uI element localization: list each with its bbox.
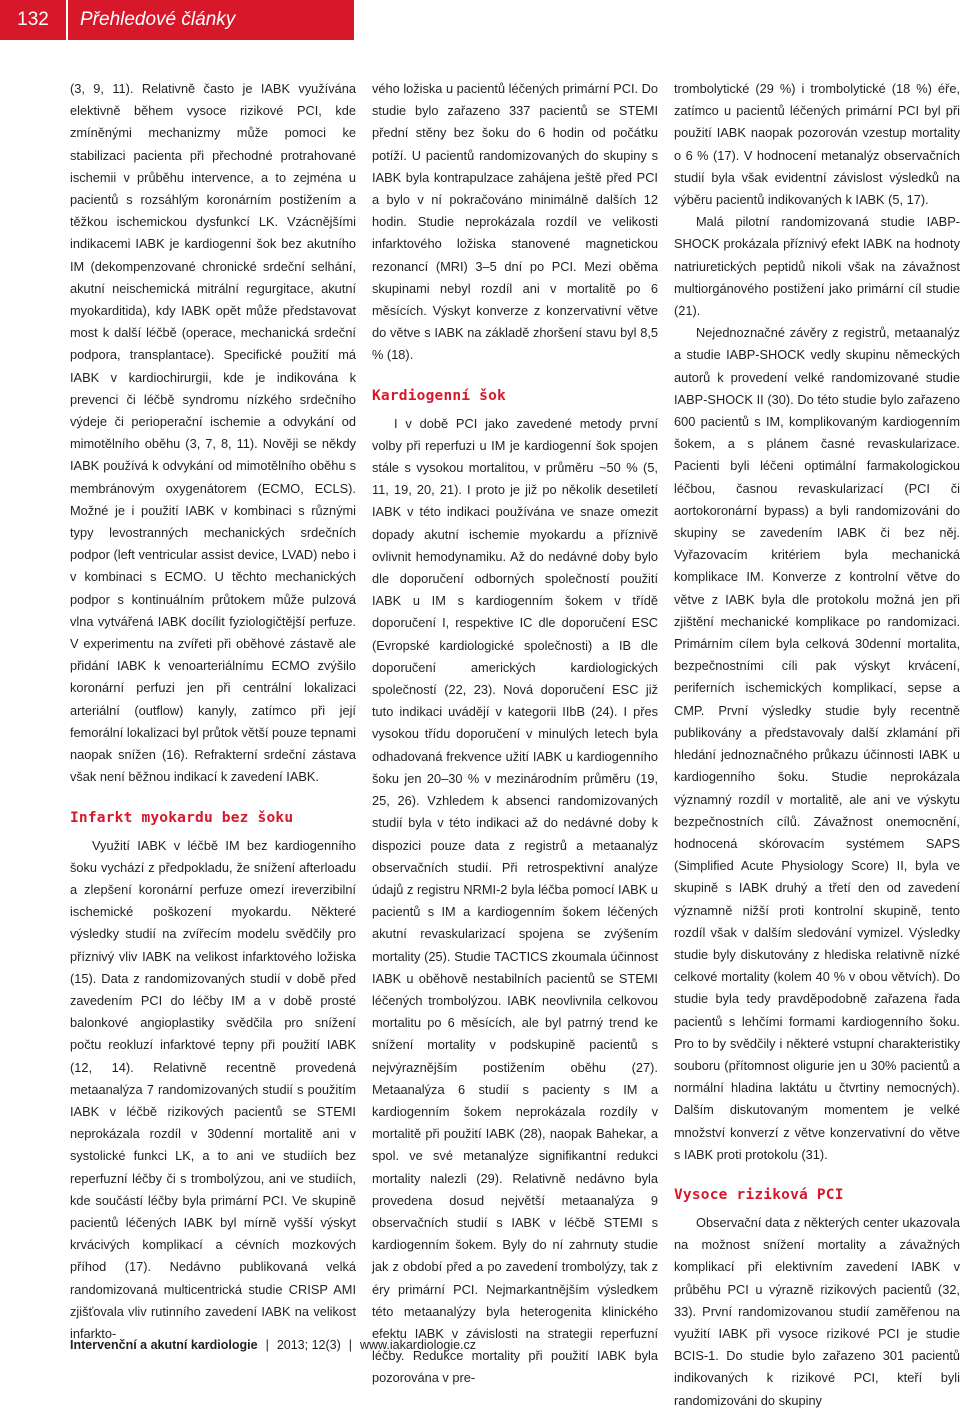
paragraph: vého ložiska u pacientů léčených primární PCI. Do studie bylo zařazeno 337 pacientů se STEMI přední stěny bez šoku do 6 hodin od počátku potíží. U pacientů randomizovaných do skupiny s IABK byla kontrapulzace zahájena ještě před PCI a bylo v ní pokračováno minimálně dalších 12 hodin. Studie neprokázala rozdíl ve velikosti infarktového ložiska stanovené magnetickou rezonancí (MRI) 3–5 dní po PCI. Mezi oběma skupinami nebyl rozdíl ani v mortalitě po 6 měsících. Výskyt konverze z konzervativní větve do větve s IABK na základě zhoršení stavu byl 8,5 % (18). [372,81,658,363]
journal-issue: 2013; 12(3) [276,1338,341,1352]
page-number: 132 [17,9,49,30]
section-title: Přehledové články [80,9,236,30]
journal-website: www.iakardiologie.cz [360,1338,477,1352]
paragraph: Využití IABK v léčbě IM bez kardiogenního šoku vychází z předpokladu, že snížení afterloadu a zlepšení koronární perfuze omezí ireverzibilní ischemické poškození myokardu. Některé výsledky studií na zvířecím modelu svědčily pro příznivý vliv IABK na velikost infarktového ložiska (15). Data z randomizovaných studií v době před zavedením PCI do léčby IM a v době prosté balonkové angioplastiky svědčila pro snížení počtu reokluzí infarktové tepny při použití IABK (12, 14). Relativně recentně provedená metaanalýza 7 randomizovaných studií s použitím IABK v léčbě rizikových pacientů se STEMI neprokázala rozdíl v 30denní mortalitě ani v systolické funkci LK, a to ani ve studiích bez reperfuzní léčby či s trombolýzou, ani ve studiích, kde součástí léčby byla primární PCI. Ve skupině pacientů léčených IABK byl mírně vyšší výskyt krvácivých komplikací a cévních mozkových příhod (17). Nedávno publikovaná velká randomizovaná multicentrická studie CRISP AMI zjišťovala vliv rutinního zavedení IABK na velikost infarkto- [70,837,356,1341]
section-heading-vysoce-rizikova-pci: Vysoce riziková PCI [674,1186,844,1203]
paragraph: Nejednoznačné závěry z registrů, metaanalýz a studie IABP-SHOCK vedly skupinu německých autorů k provedení velké randomizované studie IABP-SHOCK II (30). Do této studie bylo zařazeno 600 pacientů s IM, komplikovaným kardiogenním šokem, a s plánem časné revaskularizace. Pacienti byli léčeni optimální farmakologickou léčbou, časnou revaskularizací (PCI či aortokoronární bypass) a byli randomizováni do skupiny se zavedením IABK či bez něj. Vyřazovacím kritériem byla mechanická komplikace IM. Konverze z kontrolní větve do větve z IABK byla dle protokolu možná jen při zjištění mechanické komplikace po randomizaci. Primárním cílem byla celková 30denní mortalita, bezpečnostními cíli pak výskyt krvácení, periferních ischemických komplikací, sepse a CMP. První výsledky studie byly recentně publikovány a představovaly další zklamání při hledání jednoznačného průkazu účinnosti IABK u kardiogenního šoku. Studie neprokázala významný rozdíl v mortalitě, ale ani ve výskytu bezpečnostních cílů. Závažnost onemocnění, hodnocená skórovacím systémem SAPS (Simplified Acute Physiology Score) II, byla ve skupině s IABK druhý a třetí den od zavedení významně nižší proti kontrolní skupině, tento rozdíl však v dalším sledování vymizel. Výsledky studie byly diskutovány z hlediska relativně nízké celkové mortality (kolem 40 % v obou větvích). Do studie byla tedy pravděpodobně zařazena řada pacientů s lehčími formami kardiogenního šoku. Pro to by svědčily i některé vstupní charakteristiky souboru (přítomnost oligurie jen u 30% pacientů a normální hladina laktátu u čtvrtiny nemocných). Dalším diskutovaným momentem je velké množství konverzí z větve konzervativní do větve s IABK proti protokolu (31). [674,325,960,1162]
page-footer [70,1337,476,1353]
text-column-3 [674,78,960,1412]
paragraph: I v době PCI jako zavedené metody první volby při reperfuzi u IM je kardiogenní šok spojen stále s vysokou mortalitou, v průměru ~50 % (5, 11, 19, 20, 21). I proto je již po několik desetiletí IABK v této indikaci používána ve snaze omezit dopady akutní ischemie myokardu a příznivě ovlivnit hemodynamiku. Až do nedávné doby bylo dle doporučení odborných společností použití IABK u IM s kardiogenním šokem v třídě doporučení I, respektive IC dle doporučení ESC (Evropské kardiologické společnosti) a IB dle doporučení amerických kardiologických společností (22, 23). Nová doporučení ESC již tuto indikaci uvádějí v kategorii IIbB (24). I přes vysokou třídu doporučení v minulých letech byla odhadovaná frekvence užití IABK u kardiogenního šoku jen 20–30 % v mezinárodním průměru (19, 25, 26). Vzhledem k absenci randomizovaných studií byla v této indikaci až do nedávné doby k dispozici pouze data z registrů a metaanalýz observačních studií. Při retrospektivní analýze údajů z registru NRMI-2 byla léčba pomocí IABK u pacientů s IM a kardiogenním šokem léčených akutní revaskularizací spojena se zvýšením mortality (25). Studie TACTICS zkoumala účinnost IABK u oběhově nestabilních pacientů se STEMI léčených trombolýzou. IABK neovlivnila celkovou mortalitu po 6 měsících, ale byl patrný trend ke snížení mortality v podskupině pacientů s nejvýraznějším postižením oběhu (27). Metaanalýza 6 studií s pacienty s IM a kardiogenním šokem neprokázala rozdíly v mortalitě při použití IABK (28), naopak Bahekar, a spol. ve své metanalýze signifikantní redukci mortality nalezli (29). Relativně nedávno byla provedena dosud největší metaanalýza 9 observačních studií s IABK v léčbě STEMI s kardiogenním šokem. Byly do ní zahrnuty studie jak z období před a po zavedení trombolýzy, tak z éry primární PCI. Nejmarkantnějším výsledkem této metaanalýzy byla heterogenita klinického efektu IABK v závislosti na strategii reperfuzní léčby. Redukce mortality při použití IABK byla pozorována v pre- [372,415,658,1386]
section-heading-infarkt: Infarkt myokardu bez šoku [70,809,294,826]
journal-name: Intervenční a akutní kardiologie [70,1338,258,1352]
text-column-2 [372,78,658,1390]
paragraph: Malá pilotní randomizovaná studie IABP-SHOCK prokázala příznivý efekt IABK na hodnoty natriuretických peptidů nikoli však na závažnost multiorgánového postižení jako primární cíl studie (21). [674,214,960,319]
paragraph: Observační data z některých center ukazovala na možnost snížení mortality a závažných komplikací při elektivním zavedení IABK v průběhu PCI u výrazně rizikových pacientů (32, 33). První randomizovanou studií zaměřenou na využití IABK při vysoce rizikové PCI je studie BCIS-1. Do studie bylo zařazeno 301 pacientů indikovaných k rizikové PCI, kteří byli randomizováni do skupiny [674,1214,960,1408]
paragraph: trombolytické (29 %) i trombolytické (18 %) éře, zatímco u pacientů léčených primární PCI byl při použití IABK naopak pozorován vzestup mortality o 6 % (17). V hodnocení metanalýz observačních studií byla však evidentní závislost výsledků na výběru pacientů indikovaných k IABK (5, 17). [674,81,960,208]
header-divider [66,0,68,40]
section-heading-kardiogenni-sok: Kardiogenní šok [372,387,506,404]
footer-separator: | [265,1338,269,1352]
footer-separator: | [348,1338,352,1352]
text-column-1 [70,78,356,1345]
paragraph: (3, 9, 11). Relativně často je IABK využívána elektivně během vysoce rizikové PCI, kde zmíněnými mechanizmy může pomoci ke stabilizaci pacienta při přechodné protrahované ischemii v průběhu intervence, a to zejména u pacientů s rozsáhlým koronárním postižením a těžkou ischemickou dysfunkcí LK. Vzácnějšími indikacemi IABK je kardiogenní šok bez akutního IM (dekompenzované chronické srdeční selhání, akutní neischemická mitrální regurgitace, akutní myokarditida), kdy IABK opět může představovat most k další léčbě (operace, mechanická srdeční podpora, transplantace). Specifické použití má IABK v kardiochirurgii, kde je indikována k prevenci či léčbě syndromu nízkého srdečního výdeje či perioperační ischemie a odvykání od mimotělního oběhu (3, 7, 8, 11). Nověji se někdy IABK používá k odvykání od mimotělního oběhu s membránovým oxygenátorem (ECMO, ECLS). Možné je i použití IABK v kombinaci s různými typy levostranných mechanických srdečních podpor (left ventricular assist device, LVAD) nebo i v kombinaci s ECMO. U těchto mechanických podpor s kontinuálním průtokem může pulzová vlna vytvářená IABK docílit fyziologičtější perfuze. V experimentu na zvířeti při oběhové zástavě ale přidání IABK k venoarteriálnímu ECMO zvýšilo koronární perfuzi jen při centrální lokalizaci arteriální (outflow) kanyly, zatímco při její femorální lokalizaci byl průtok větší pouze tepnami naopak snížen (16). Refrakterní srdeční zástava však není běžnou indikací k zavedení IABK. [70,81,356,785]
